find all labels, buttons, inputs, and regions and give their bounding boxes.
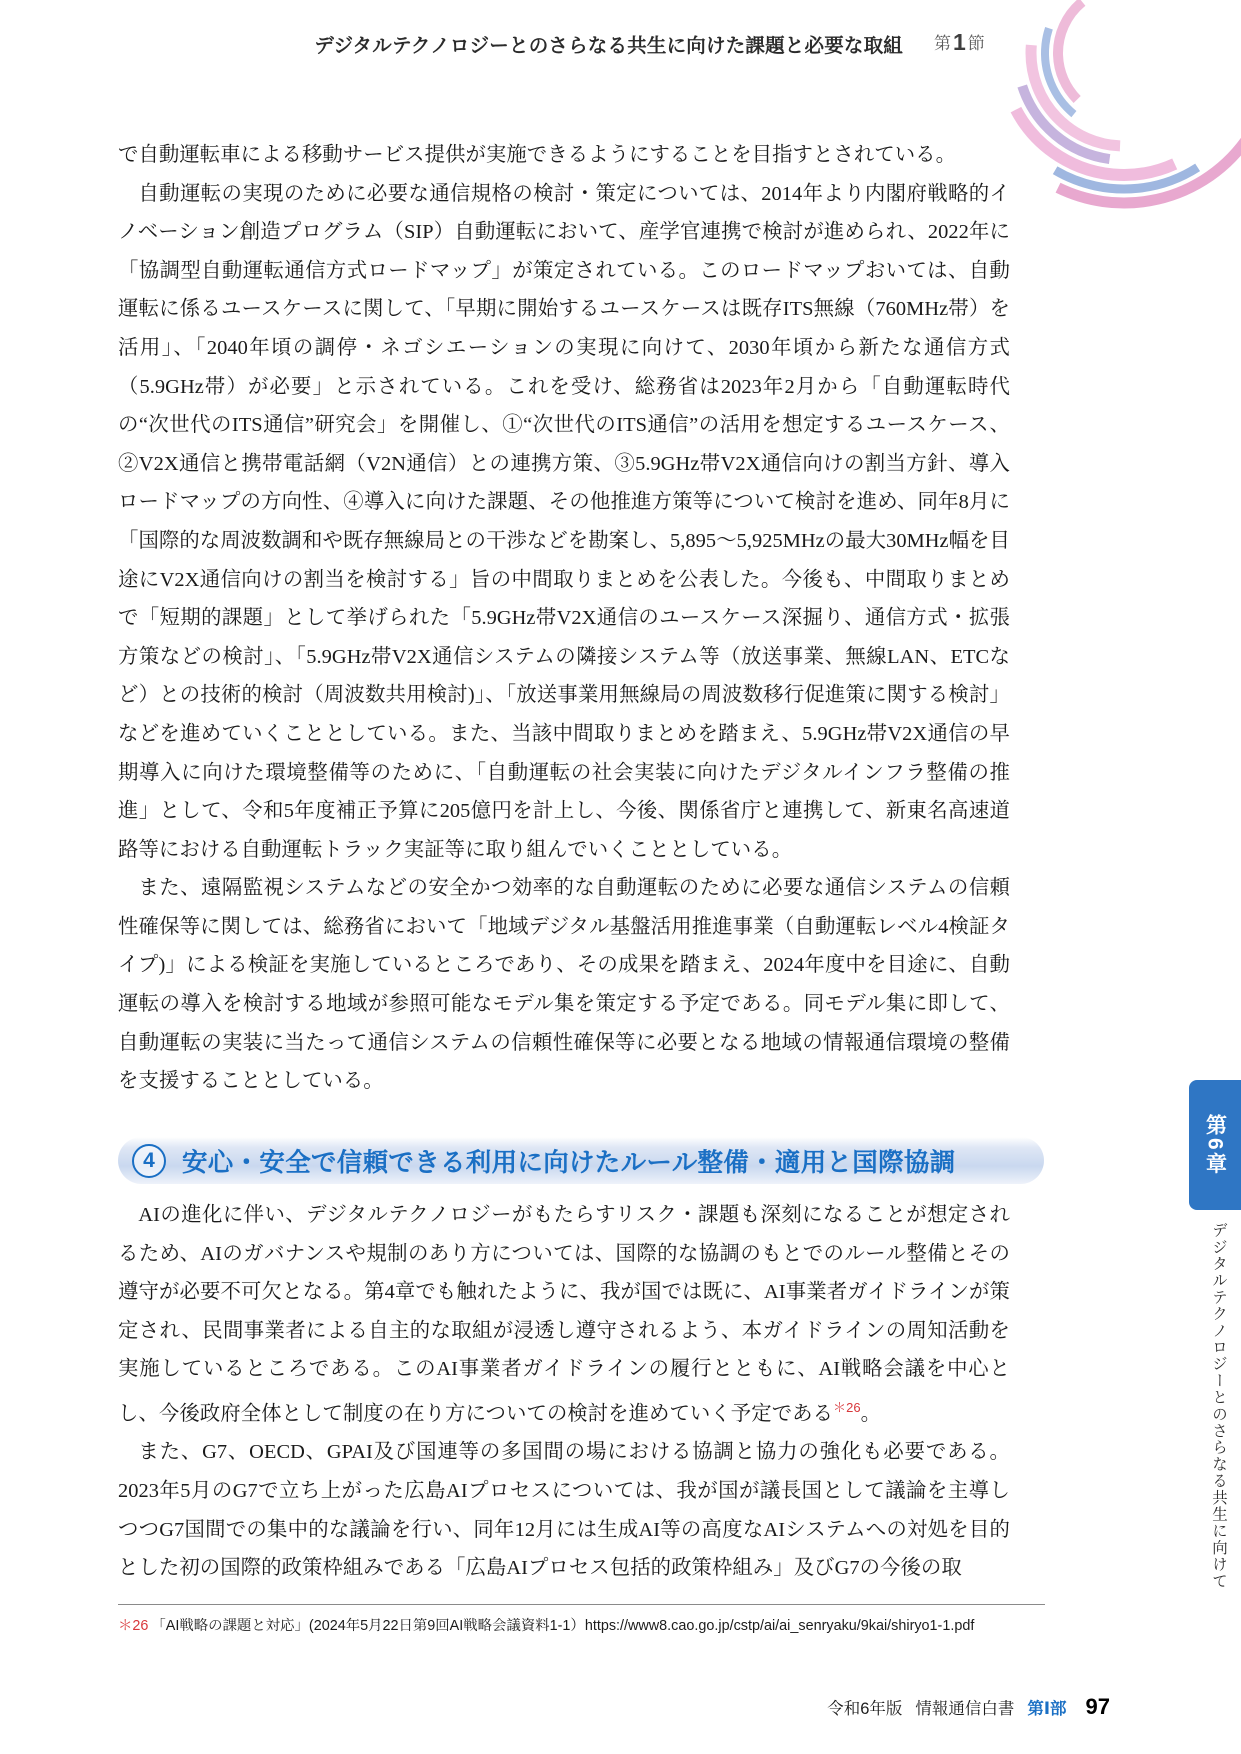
paragraph-ai-governance bbox=[118, 1196, 1010, 1433]
footnote-entry bbox=[118, 1616, 1078, 1636]
page-footer bbox=[827, 1694, 1110, 1720]
paragraph-international-cooperation: また、G7、OECD、GPAI及び国連等の多国間の場における協調と協力の強化も必要である。2023年5月のG7で立ち上がった広島AIプロセスについては、我が国が議長国として議論を主導しつつG7国間での集中的な議論を行い、同年12月には生成AI等の高度なAIシステムへの対処を目的とした初の国際的政策枠組みである「広島AIプロセス包括的政策枠組み」及びG7の今後の取 bbox=[118, 1441, 1010, 1580]
footnote-text[interactable]: 「AI戦略の課題と対応」(2024年5月22日第9回AI戦略会議資料1-1）https://www8.cao.go.jp/cstp/ai/ai_senryaku/9kai/shiryo1-1.pdf bbox=[151, 1618, 975, 1634]
chapter-vertical-title: デジタルテクノロジーとのさらなる共生に向けて bbox=[1210, 1222, 1227, 1590]
section-number: 1 bbox=[953, 29, 966, 55]
main-content-lower bbox=[118, 1196, 1010, 1588]
paragraph-ai-governance-tail: 。 bbox=[860, 1402, 882, 1425]
section-indicator bbox=[934, 29, 985, 56]
section-suffix-label: 節 bbox=[967, 34, 985, 53]
chapter-tab bbox=[1189, 1080, 1241, 1210]
chapter-tab-label: 第6章 bbox=[1203, 1113, 1227, 1177]
footer-part: 第Ⅰ部 bbox=[1027, 1700, 1067, 1718]
footnote-divider bbox=[118, 1604, 1045, 1605]
paragraph-remote-monitoring: また、遠隔監視システムなどの安全かつ効率的な自動運転のために必要な通信システムの信頼性確保等に関しては、総務省において「地域デジタル基盤活用推進事業（自動運転レベル4検証タイプ)」による検証を実施しているところであり、その成果を踏まえ、2024年度中を目途に、自動運転の導入を検討する地域が参照可能なモデル集を策定する予定である。同モデル集に即して、自動運転の実装に当たって通信システムの信頼性確保等に必要となる地域の情報通信環境の整備を支援することとしている。 bbox=[118, 877, 1010, 1093]
paragraph-continuation: で自動運転車による移動サービス提供が実施できるようにすることを目指すとされている。 bbox=[118, 144, 957, 166]
running-head-title: デジタルテクノロジーとのさらなる共生に向けた課題と必要な取組 bbox=[314, 35, 903, 57]
footnote-reference-26[interactable]: ＊26 bbox=[833, 1399, 861, 1415]
page-number: 97 bbox=[1085, 1694, 1110, 1719]
paragraph-ai-governance-text: AIの進化に伴い、デジタルテクノロジーがもたらすリスク・課題も深刻になることが想定されるため、AIのガバナンスや規制のあり方については、国際的な協調のもとでのルール整備とその遵守が必要不可欠となる。第4章でも触れたように、我が国では既に、AI事業者ガイドラインが策定され、民間事業者による自主的な取組が浸透し遵守されるよう、本ガイドラインの周知活動を実施しているところである。このAI事業者ガイドラインの履行とともに、AI戦略会議を中心とし、今後政府全体として制度の在り方についての検討を進めていく予定である bbox=[118, 1204, 1010, 1425]
footer-publication: 情報通信白書 bbox=[915, 1700, 1015, 1718]
section-prefix-label: 第 bbox=[934, 34, 951, 53]
page-header bbox=[0, 0, 1241, 120]
footer-edition: 令和6年版 bbox=[827, 1700, 903, 1718]
footnote-mark: ＊26 bbox=[118, 1618, 149, 1634]
section-heading-title: 安心・安全で信頼できる利用に向けたルール整備・適用と国際協調 bbox=[182, 1148, 956, 1177]
section-heading-bar bbox=[118, 1137, 1044, 1184]
section-number-badge: 4 bbox=[132, 1144, 166, 1178]
main-content-upper bbox=[118, 136, 1010, 1101]
paragraph-communication-standards: 自動運転の実現のために必要な通信規格の検討・策定については、2014年より内閣府戦略的イノベーション創造プログラム（SIP）自動運転において、産学官連携で検討が進められ、2022年に「協調型自動運転通信方式ロードマップ」が策定されている。このロードマップおいては、自動運転に係るユースケースに関して、「早期に開始するユースケースは既存ITS無線（760MHz帯）を活用」、「2040年頃の調停・ネゴシエーションの実現に向けて、2030年頃から新たな通信方式（5.9GHz帯）が必要」と示されている。これを受け、総務省は2023年2月から「自動運転時代の“次世代のITS通信”研究会」を開催し、①“次世代のITS通信”の活用を想定するユースケース、②V2X通信と携帯電話網（V2N通信）との連携方策、③5.9GHz帯V2X通信向けの割当方針、導入ロードマップの方向性、④導入に向けた課題、その他推進方策等について検討を進め、同年8月に「国際的な周波数調和や既存無線局との干渉などを勘案し、5,895～5,925MHzの最大30MHz幅を目途にV2X通信向けの割当を検討する」旨の中間取りまとめを公表した。今後も、中間取りまとめで「短期的課題」として挙げられた「5.9GHz帯V2X通信のユースケース深掘り、通信方式・拡張方策などの検討」、「5.9GHz帯V2X通信システムの隣接システム等（放送事業、無線LAN、ETCなど）との技術的検討（周波数共用検討)」、「放送事業用無線局の周波数移行促進策に関する検討」などを進めていくこととしている。また、当該中間取りまとめを踏まえ、5.9GHz帯V2X通信の早期導入に向けた環境整備等のために、「自動運転の社会実装に向けたデジタルインフラ整備の推進」として、令和5年度補正予算に205億円を計上し、今後、関係省庁と連携して、新東名高速道路等における自動運転トラック実証等に取り組んでいくこととしている。 bbox=[118, 182, 1010, 861]
